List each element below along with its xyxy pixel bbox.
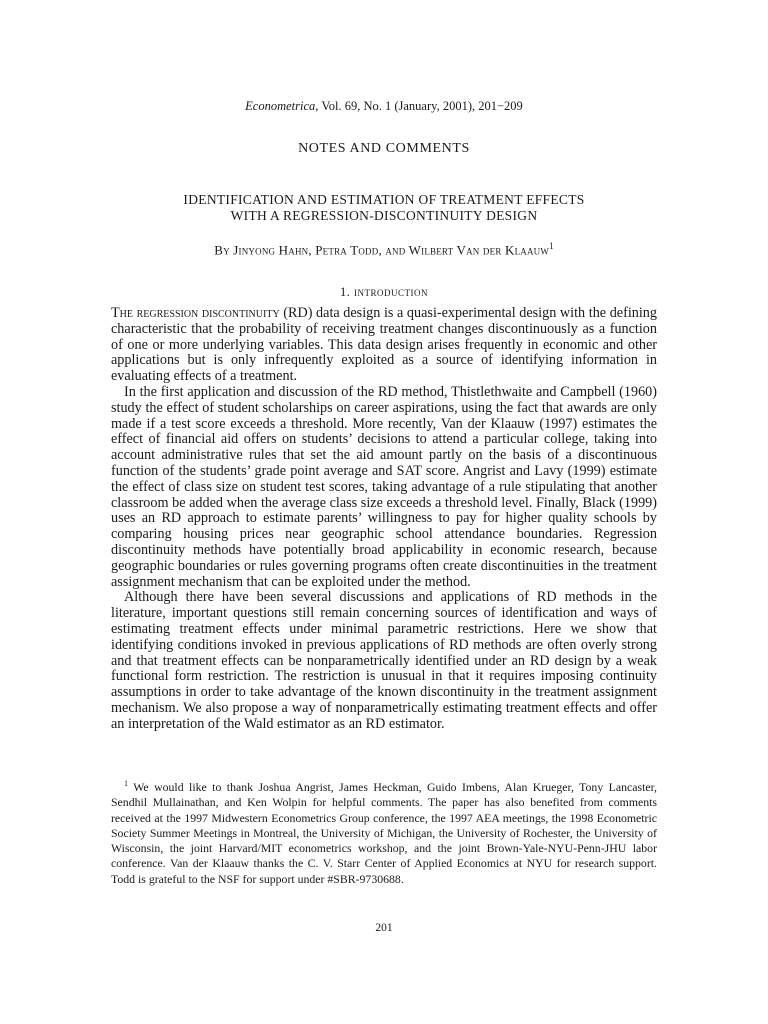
journal-citation <box>0 99 768 114</box>
paragraph-1-text: (RD) data design is a quasi-experimental design with the defining characteristic that the probability of receiving treatment changes discontinuously as a function of one or more underlying variables. This data design arises frequently in economic and other applications but is only infrequently exploited as a source of identifying information in evaluating effects of a treatment. <box>111 305 657 385</box>
footnote-acknowledgments <box>111 776 657 887</box>
footnote-text: We would like to thank Joshua Angrist, James Heckman, Guido Imbens, Alan Krueger, Tony Lancaster, Sendhil Mullainathan, and Ken Wolpin for helpful comments. The paper has also benefited from comments received at the 1997 Midwestern Econometrics Group conference, the 1997 AEA meetings, the 1998 Econometric Society Summer Meetings in Montreal, the University of Michigan, the University of Rochester, the University of Wisconsin, the joint Harvard/MIT econometrics workshop, and the joint Brown-Yale-NYU-Penn-JHU labor conference. Van der Klaauw thanks the C. V. Starr Center of Applied Economics at NYU for research support. Todd is grateful to the NSF for support under #SBR-9730688. <box>111 779 657 886</box>
paper-title-line-2: WITH A REGRESSION-DISCONTINUITY DESIGN <box>230 208 538 223</box>
introduction-heading: 1. introduction <box>340 285 428 299</box>
paragraph-1 <box>111 306 657 385</box>
journal-name: Econometrica <box>245 99 316 113</box>
page-number: 201 <box>375 922 393 934</box>
footnote-mark: 1 <box>124 779 128 788</box>
author-names: Jinyong Hahn, Petra Todd, and Wilbert Van der Klaauw <box>233 242 550 258</box>
author-byline <box>0 241 768 258</box>
author-footnote-mark: 1 <box>549 241 554 251</box>
byline-prefix: By <box>214 242 234 258</box>
paper-title-line-1: IDENTIFICATION AND ESTIMATION OF TREATMENT EFFECTS <box>183 192 585 207</box>
paragraph-2: In the first application and discussion of the RD method, Thistlethwaite and Campbell (1960) study the effect of student scholarships on career aspirations, using the fact that awards are only made if a test score exceeds a threshold. More recently, Van der Klaauw (1997) estimates the effect of financial aid offers on students’ decisions to attend a particular college, taking into account administrative rules that set the aid amount partly on the basis of a discontinuous function of the students’ grade point average and SAT score. Angrist and Lavy (1999) estimate the effect of class size on student test scores, taking advantage of a rule stipulating that another classroom be added when the average class size exceeds a threshold level. Finally, Black (1999) uses an RD approach to estimate parents’ willingness to pay for higher quality schools by comparing housing prices near geographic school attendance boundaries. Regression discontinuity methods have potentially broad applicability in economic research, because geographic boundaries or rules governing programs often create discontinuities in the treatment assignment mechanism that can be exploited under the method. <box>111 383 657 590</box>
paragraph-3: Although there have been several discussions and applications of RD methods in the literature, important questions still remain concerning sources of identification and ways of estimating treatment effects under minimal parametric restrictions. Here we show that identifying conditions invoked in previous applications of RD methods are often overly strong and that treatment effects can be nonparametrically identified under an RD design by a weak functional form restriction. The restriction is unusual in that it requires imposing continuity assumptions in order to take advantage of the known discontinuity in the treatment assignment mechanism. We also propose a way of nonparametrically estimating treatment effects and offer an interpretation of the Wald estimator as an RD estimator. <box>111 589 657 732</box>
journal-volume-info: , Vol. 69, No. 1 (January, 2001), 201−209 <box>315 99 523 113</box>
section-heading: NOTES AND COMMENTS <box>298 141 470 156</box>
introduction-body <box>111 306 657 733</box>
paragraph-lead-in: The regression discontinuity <box>111 305 280 321</box>
paper-title <box>0 192 768 224</box>
